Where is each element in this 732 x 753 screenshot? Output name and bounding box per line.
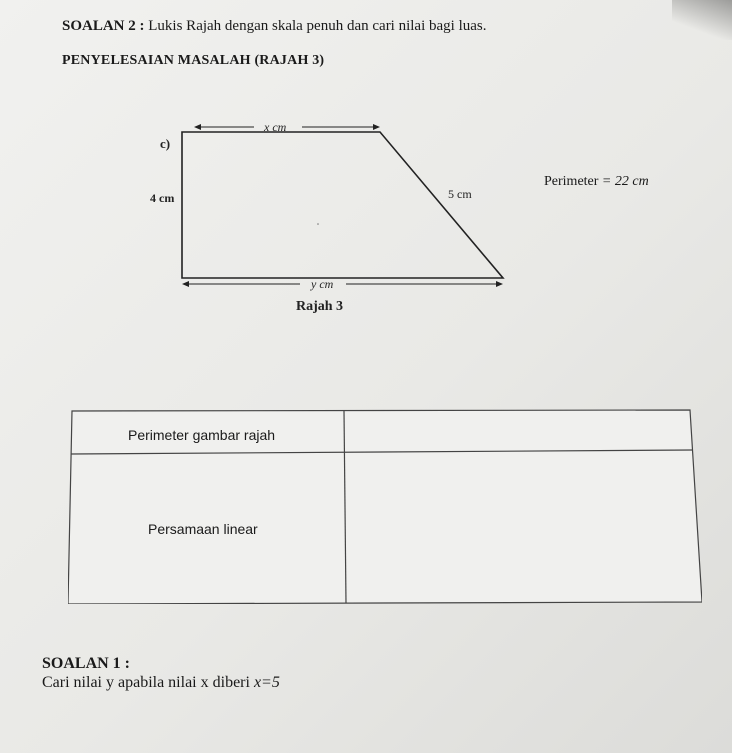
- question-2-label: SOALAN 2 :: [62, 18, 145, 34]
- question-1-text: Cari nilai y apabila nilai x diberi: [42, 674, 250, 691]
- perimeter-value: = 22 cm: [601, 174, 649, 189]
- slant-side-label: 5 cm: [448, 187, 472, 201]
- perimeter-answer-cell[interactable]: [353, 419, 683, 447]
- part-label: c): [160, 136, 171, 151]
- bottom-side-label: y cm: [311, 277, 334, 291]
- center-dot: [317, 223, 319, 225]
- question-1-math: x=5: [253, 674, 280, 691]
- question-2-text: Lukis Rajah dengan skala penuh dan cari nilai bagi luas.: [148, 18, 487, 34]
- perimeter-note: [544, 174, 649, 190]
- figure-caption: Rajah 3: [296, 299, 344, 314]
- linear-equation-answer-cell[interactable]: [353, 459, 683, 594]
- top-side-label: x cm: [264, 120, 287, 134]
- question-1: [42, 674, 280, 692]
- left-side-label: 4 cm: [150, 191, 175, 205]
- answer-table: [68, 409, 702, 604]
- section-heading: PENYELESAIAN MASALAH (RAJAH 3): [62, 53, 325, 68]
- bottom-arrow-left: [182, 281, 189, 287]
- question-1-label: SOALAN 1 :: [42, 655, 131, 672]
- top-arrow-left: [194, 124, 201, 130]
- bottom-arrow-right: [496, 281, 503, 287]
- table-row-perimeter-label: Perimeter gambar rajah: [128, 427, 276, 443]
- perimeter-label: Perimeter: [544, 174, 599, 189]
- trapezium-shape: [182, 132, 503, 278]
- table-row-linear-equation-label: Persamaan linear: [148, 521, 258, 537]
- top-arrow-right: [373, 124, 380, 130]
